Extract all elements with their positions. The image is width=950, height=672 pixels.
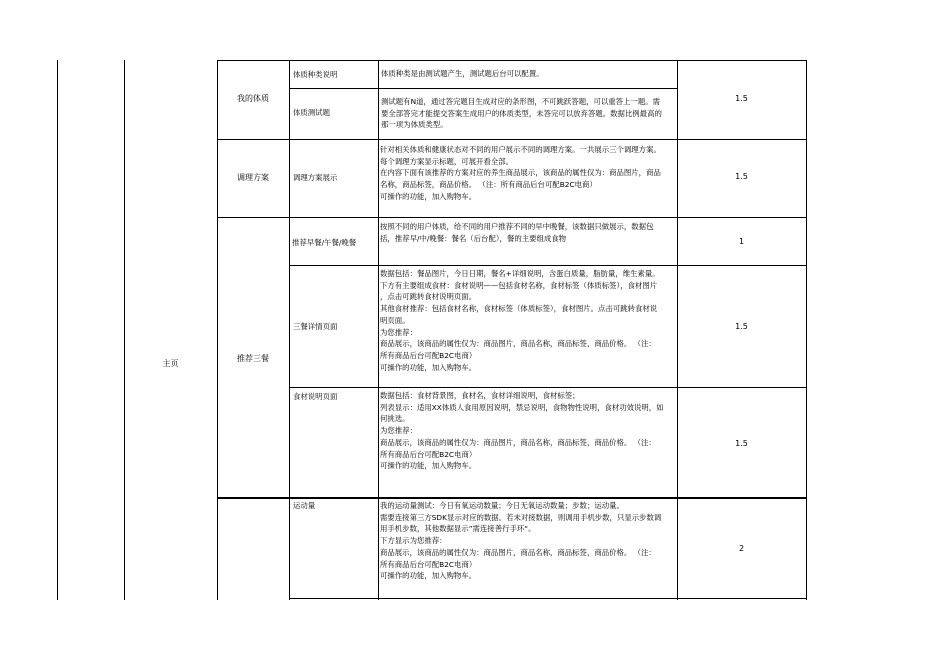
- feature-name: 三餐详情页面: [293, 322, 338, 331]
- description-line: 为您推荐：: [380, 426, 417, 436]
- description-line: 可操作的功能，加入购物车。: [380, 362, 477, 372]
- main-label: 主页: [162, 359, 179, 368]
- description-line: 下方显示为您推荐：: [380, 536, 447, 546]
- group-label: 我的体质: [237, 94, 269, 103]
- description-line: 其他食材推荐：包括食材名称，食材标签（体质标签），食材图片。点击可跳转食材说: [380, 304, 658, 314]
- description: [380, 144, 661, 203]
- estimate-value: 1: [738, 237, 745, 246]
- feature-name: 体质测试题: [293, 108, 330, 117]
- description-line: 商品展示，该商品的属性仅为：商品图片，商品名称，商品标签，商品价格。 （注：: [380, 437, 656, 447]
- description-line: 针对相关体质和健康状态对不同的用户展示不同的调理方案。一共展示三个调理方案。: [380, 145, 661, 154]
- grid-line: [217, 139, 807, 140]
- grid-line: [289, 265, 807, 266]
- description-line: 在内容下面有该推荐的方案对应的养生商品展示，该商品的属性仅为：商品图片，商品: [380, 168, 661, 178]
- grid-line: [289, 88, 678, 89]
- description-line: 我的运动量测试：今日有氧运动数量；今日无氧运动数量；步数；运动量。: [380, 501, 624, 510]
- description-line: 数据包括：食材背景图，食材名，食材详细说明，食材标签；: [380, 391, 580, 400]
- grid-line: [57, 60, 58, 600]
- estimate-value: 1.5: [735, 439, 748, 448]
- grid-line: [289, 598, 807, 599]
- grid-line: [124, 60, 125, 600]
- feature-name: 运动量: [293, 501, 316, 510]
- description-line: 用手机步数，其他数据显示”需连接善行手环“。: [380, 524, 536, 534]
- description-line: 何挑选。: [380, 414, 410, 424]
- feature-name: 调理方案展示: [293, 173, 338, 182]
- estimate-value: 1.5: [735, 172, 748, 181]
- description: [380, 390, 664, 472]
- description-line: 商品展示，该商品的属性仅为：商品图片，商品名称，商品标签，商品价格。 （注：: [380, 339, 656, 349]
- estimate-value: 1.5: [735, 322, 748, 331]
- feature-name: 食材说明页面: [293, 392, 338, 401]
- description-line: ，点击可跳转食材说明页面。: [380, 292, 477, 302]
- description-line: 所有商品后台可配B2C电商）: [380, 350, 477, 360]
- grid-line: [806, 60, 807, 600]
- description-line: 测试题有N道，通过答完题目生成对应的条形图，不可跳跃答题，可以重答上一题。需: [381, 97, 660, 106]
- description-line: 数据包括：餐品图片，今日日期，餐名+详细说明，含蛋白质量，脂肪量，维生素量。: [380, 269, 660, 278]
- description-line: 所有商品后台可配B2C电商）: [380, 559, 477, 569]
- description-line: 明页面。: [380, 315, 410, 325]
- feature-name: 推荐早餐/午餐/晚餐: [292, 238, 357, 247]
- description-line: 所有商品后台可配B2C电商）: [380, 449, 477, 459]
- grid-line: [289, 387, 807, 388]
- grid-line: [217, 60, 218, 600]
- description: [380, 500, 661, 582]
- description-line: 下方有主要组成食材：食材说明——包括食材名称，食材标签（体质标签），食材图片: [380, 280, 658, 290]
- description-line: 那一项为体质类型。: [381, 120, 448, 130]
- description: [380, 268, 660, 373]
- description-line: 括，推荐早/中/晚餐：餐名（后台配），餐的主要组成食物: [380, 233, 567, 243]
- description-line: 要全部答完才能提交答案生成用户的体质类型，未答完可以放弃答题。数据比例最高的: [381, 108, 662, 118]
- estimate-value: 1.5: [735, 94, 748, 103]
- feature-name: 体质种类说明: [293, 70, 338, 79]
- description: [380, 221, 653, 244]
- group-label: 推荐三餐: [237, 354, 269, 363]
- grid-line: [217, 217, 807, 218]
- description-line: 可操作的功能，加入购物车。: [380, 191, 477, 201]
- grid-line: [217, 497, 807, 499]
- grid-line: [378, 60, 379, 600]
- description: [381, 68, 544, 80]
- description-line: 可操作的功能，加入购物车。: [380, 461, 477, 471]
- description-line: 列表显示：适用XX体质人食用原因说明，禁忌说明，食物物性说明，食材功效说明，如: [380, 402, 664, 412]
- description: [381, 96, 662, 131]
- grid-line: [289, 60, 290, 600]
- description-line: 每个调理方案显示标题，可展开看全部。: [380, 156, 514, 166]
- description-line: 体质种类是由测试题产生，测试题后台可以配置。: [381, 69, 544, 78]
- grid-line: [217, 60, 807, 61]
- description-line: 为您推荐：: [380, 327, 417, 337]
- description-line: 可操作的功能，加入购物车。: [380, 571, 477, 581]
- estimate-value: 2: [738, 544, 745, 553]
- description-line: 商品展示，该商品的属性仅为：商品图片，商品名称，商品标签，商品价格。 （注：: [380, 547, 656, 557]
- description-line: 需要连接第三方SDK显示对应的数据。若未对接数据，则调用手机步数，只显示步数调: [380, 512, 662, 522]
- description-line: 名称，商品标签，商品价格。 （注：所有商品后台可配B2C电商）: [380, 180, 597, 190]
- group-label: 调理方案: [237, 173, 269, 182]
- description-line: 按照不同的用户体质，给不同的用户推荐不同的早中晚餐，该数据只做展示，数据包: [380, 222, 654, 231]
